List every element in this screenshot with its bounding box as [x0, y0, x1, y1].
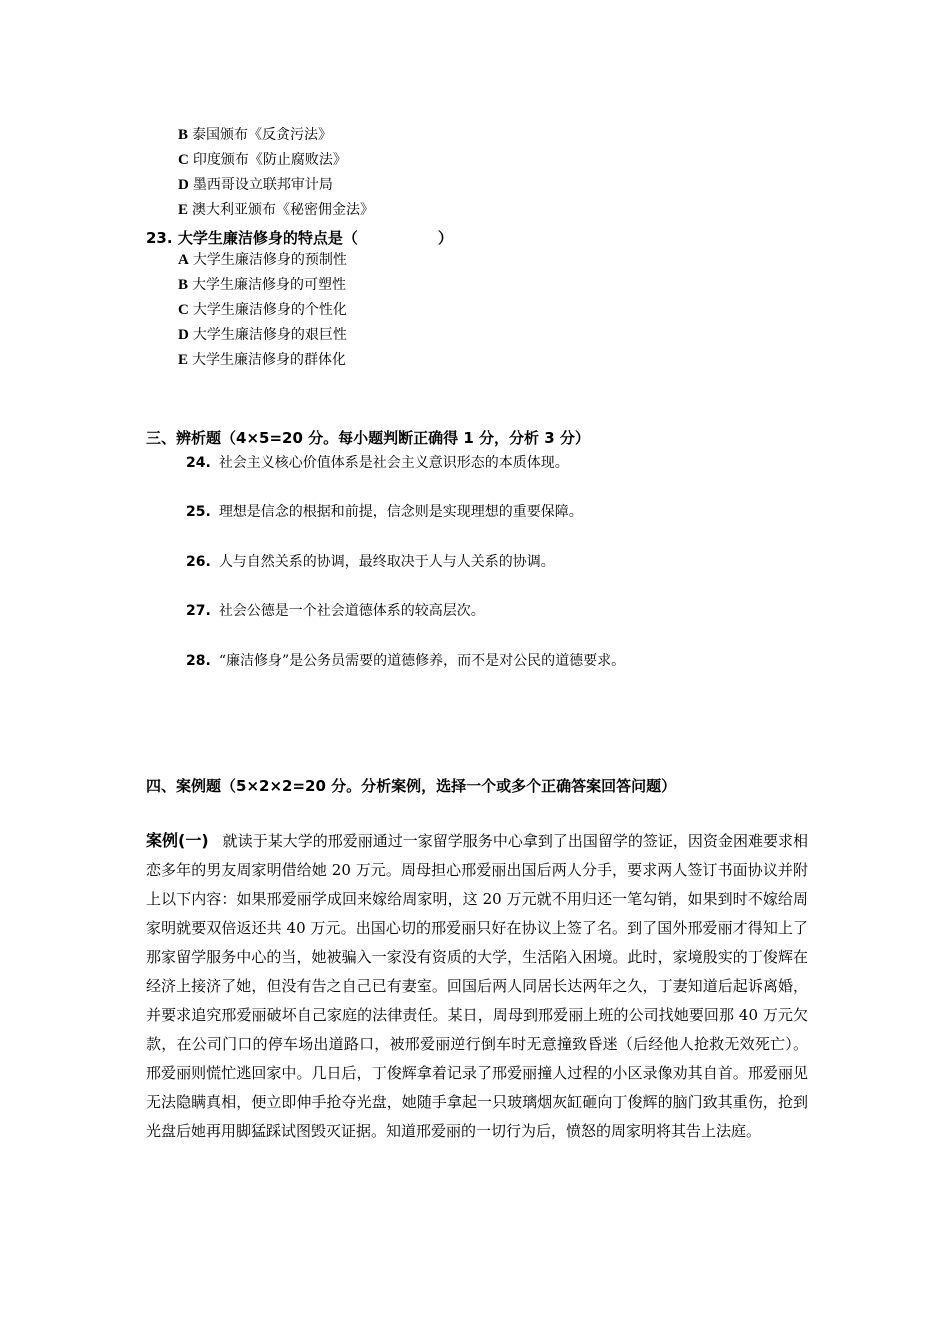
case-1-paragraph	[146, 826, 808, 1146]
question-number: 23.	[146, 229, 173, 247]
option-text: 大学生廉洁修身的预制性	[192, 252, 347, 268]
question-28	[186, 650, 625, 670]
question-number: 24.	[186, 455, 211, 471]
option-text: 印度颁布《防止腐败法》	[192, 152, 347, 168]
question-27	[186, 600, 485, 620]
section-4-title: 四、案例题（5×2×2=20 分。分析案例，选择一个或多个正确答案回答问题）	[146, 777, 677, 795]
option-letter: E	[178, 202, 189, 218]
question-number: 26.	[186, 554, 211, 570]
option-text: 澳大利亚颁布《秘密佣金法》	[192, 202, 375, 218]
question-text: 社会主义核心价值体系是社会主义意识形态的本质体现。	[218, 455, 569, 471]
question-24	[186, 452, 569, 472]
question-text: “廉洁修身”是公务员需要的道德修养，而不是对公民的道德要求。	[218, 653, 626, 669]
question-26	[186, 551, 555, 571]
q23-option-b	[178, 276, 346, 294]
option-letter: C	[178, 302, 189, 318]
q22-option-e	[178, 201, 374, 219]
option-letter: A	[178, 252, 189, 268]
option-text: 大学生廉洁修身的可塑性	[192, 277, 347, 293]
option-text: 泰国颁布《反贪污法》	[192, 127, 333, 143]
q23-option-d	[178, 326, 347, 344]
question-number: 25.	[186, 504, 211, 520]
case-1-text: 就读于某大学的邢爱丽通过一家留学服务中心拿到了出国留学的签证，因资金困难要求相恋多年的男友周家明借给她 20 万元。周母担心邢爱丽出国后两人分手，要求两人签订书面协议并附上以下内容：如果邢爱丽学成回来嫁给周家明，这 20 万元就不用归还一笔勾销，如果到时不嫁给周家明就要双倍返还共 40 万元。出国心切的邢爱丽只好在协议上签了名。到了国外邢爱丽才得知上了那家留学服务中心的当，她被骗入一家没有资质的大学，生活陷入困境。此时，家境殷实的丁俊辉在经济上接济了她，但没有告之自己已有妻室。回国后两人同居长达两年之久，丁妻知道后起诉离婚，并要求追究邢爱丽破坏自己家庭的法律责任。某日，周母到邢爱丽上班的公司找她要回那 40 万元欠款，在公司门口的停车场出道路口，被邢爱丽逆行倒车时无意撞致昏迷（后经他人抢救无效死亡）。邢爱丽则慌忙逃回家中。几日后，丁俊辉拿着记录了邢爱丽撞人过程的小区录像劝其自首。邢爱丽见无法隐瞒真相，便立即伸手抢夺光盘，她随手拿起一只玻璃烟灰缸砸向丁俊辉的脑门致其重伤，抢到光盘后她再用脚猛踩试图毁灭证据。知道邢爱丽的一切行为后，愤怒的周家明将其告上法庭。	[146, 832, 808, 1140]
case-1-label: 案例(一)	[146, 831, 209, 850]
question-25	[186, 501, 583, 521]
q22-option-b	[178, 126, 332, 144]
question-number: 28.	[186, 653, 211, 669]
q23-option-c	[178, 301, 347, 319]
option-letter: D	[178, 327, 189, 343]
q22-option-c	[178, 151, 347, 169]
option-letter: B	[178, 127, 189, 143]
question-close-paren: ）	[437, 229, 453, 247]
option-text: 墨西哥设立联邦审计局	[192, 177, 333, 193]
section-3-title: 三、辨析题（4×5=20 分。每小题判断正确得 1 分，分析 3 分）	[146, 429, 590, 447]
option-text: 大学生廉洁修身的艰巨性	[192, 327, 347, 343]
question-text: 理想是信念的根据和前提，信念则是实现理想的重要保障。	[218, 504, 583, 520]
question-23-stem	[146, 227, 453, 248]
option-letter: E	[178, 352, 189, 368]
question-text: 社会公德是一个社会道德体系的较高层次。	[218, 603, 485, 619]
question-text: 人与自然关系的协调，最终取决于人与人关系的协调。	[218, 554, 555, 570]
option-letter: D	[178, 177, 189, 193]
option-text: 大学生廉洁修身的个性化	[192, 302, 347, 318]
question-number: 27.	[186, 603, 211, 619]
option-letter: C	[178, 152, 189, 168]
q22-option-d	[178, 176, 333, 194]
q23-option-e	[178, 351, 346, 369]
option-text: 大学生廉洁修身的群体化	[192, 352, 347, 368]
question-text: 大学生廉洁修身的特点是（	[177, 229, 358, 247]
option-letter: B	[178, 277, 189, 293]
q23-option-a	[178, 251, 347, 269]
